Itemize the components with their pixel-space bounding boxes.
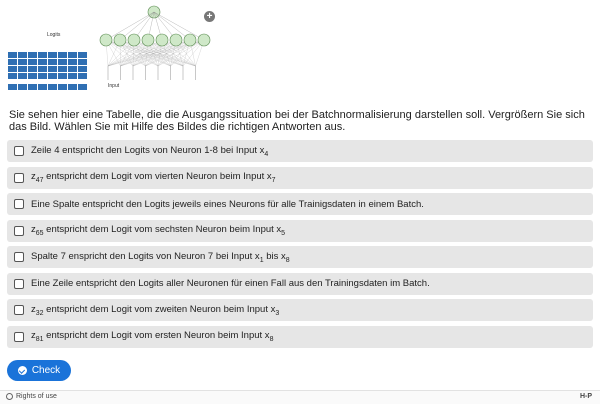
table-cell (18, 73, 27, 79)
answer-option[interactable] (7, 326, 593, 348)
footer (0, 390, 600, 404)
table-cell (8, 52, 17, 58)
table-cell (8, 59, 17, 65)
logits-label: Logits (47, 32, 61, 38)
checkbox-icon[interactable] (14, 199, 24, 209)
answer-option[interactable] (7, 246, 593, 268)
table-cell (78, 66, 87, 72)
table-cell (28, 59, 37, 65)
table-cell (8, 73, 17, 79)
table-cell (58, 52, 67, 58)
check-label: Check (31, 365, 61, 376)
table-cell (68, 66, 77, 72)
table-cell (58, 84, 67, 90)
answer-option[interactable] (7, 193, 593, 215)
answer-option-text: $z_{81}$ entspricht dem Logit vom ersten Neuron beim Input $x_8$ (31, 330, 274, 343)
answer-option-text: $z_{47}$ entspricht dem Logit vom vierten Neuron beim Input $x_7$ (31, 171, 276, 184)
checkbox-icon[interactable] (14, 146, 24, 156)
hidden-node (128, 34, 140, 46)
batchnorm-figure (0, 0, 600, 102)
table-cell (28, 66, 37, 72)
table-cell (18, 84, 27, 90)
table-cell (28, 52, 37, 58)
hidden-node (198, 34, 210, 46)
table-cell (78, 73, 87, 79)
table-cell (8, 66, 17, 72)
hidden-node (184, 34, 196, 46)
table-cell (28, 84, 37, 90)
table-cell (68, 73, 77, 79)
table-cell (38, 59, 47, 65)
table-cell (48, 84, 57, 90)
hidden-node (142, 34, 154, 46)
answer-option[interactable] (7, 220, 593, 242)
checkbox-icon[interactable] (14, 332, 24, 342)
zoom-plus-icon[interactable]: + (204, 11, 215, 22)
answer-option-text: Eine Zeile entspricht den Logits aller Neuronen für einen Fall aus den Trainingsdaten im Batch. (31, 278, 430, 289)
table-cell (68, 52, 77, 58)
input-label: Input (108, 83, 120, 89)
checkbox-icon[interactable] (14, 305, 24, 315)
check-button[interactable] (7, 360, 71, 381)
answer-option-text: Eine Spalte entspricht den Logits jeweils eines Neurons für alle Trainigsdaten in einem Batch. (31, 198, 424, 210)
checkbox-icon[interactable] (14, 252, 24, 262)
rights-of-use-button[interactable] (6, 393, 57, 400)
answer-option-text: Zeile 4 entspricht den Logits von Neuron 1-8 bei Input $x_4$ (31, 144, 269, 158)
answer-options (7, 140, 593, 352)
hidden-node (114, 34, 126, 46)
table-cell (78, 84, 87, 90)
table-cell (8, 84, 17, 90)
table-cell (68, 84, 77, 90)
table-cell (58, 59, 67, 65)
table-cell (68, 59, 77, 65)
checkbox-icon[interactable] (14, 226, 24, 236)
answer-option-text: $z_{32}$ entspricht dem Logit vom zweiten Neuron beim Input $x_3$ (31, 303, 280, 317)
hidden-node (100, 34, 112, 46)
table-cell (48, 52, 57, 58)
table-cell (38, 73, 47, 79)
answer-option[interactable] (7, 140, 593, 162)
copyright-icon (6, 393, 13, 400)
table-cell (18, 52, 27, 58)
hidden-node (170, 34, 182, 46)
table-cell (48, 73, 57, 79)
table-cell (18, 66, 27, 72)
checkbox-icon[interactable] (14, 279, 24, 289)
table-cell (38, 66, 47, 72)
answer-option-text: $z_{65}$ entspricht dem Logit vom sechsten Neuron beim Input $x_5$ (31, 224, 286, 237)
hidden-node (156, 34, 168, 46)
rights-label: Rights of use (16, 393, 57, 400)
table-cell (58, 73, 67, 79)
table-cell (48, 59, 57, 65)
table-cell (38, 84, 47, 90)
network-diagram (0, 0, 260, 102)
answer-option[interactable] (7, 273, 593, 295)
table-cell (48, 66, 57, 72)
checkbox-icon[interactable] (14, 173, 24, 183)
table-cell (18, 59, 27, 65)
answer-option[interactable] (7, 167, 593, 189)
answer-option-text: Spalte 7 enspricht den Logits von Neuron 7 bei Input $x_1$ bis $x_8$ (31, 250, 290, 264)
table-cell (78, 59, 87, 65)
table-cell (58, 66, 67, 72)
table-cell (38, 52, 47, 58)
table-cell (28, 73, 37, 79)
question-intro: Sie sehen hier eine Tabelle, die die Ausgangssituation bei der Batchnormalisierung darstellen soll. Vergrößern Sie sich das Bild. Wählen Sie mit Hilfe des Bildes die richtigen Antworten aus. (9, 109, 585, 133)
table-cell (78, 52, 87, 58)
check-circle-icon (18, 366, 27, 375)
answer-option[interactable] (7, 299, 593, 321)
h5p-logo: H-P (579, 393, 592, 400)
